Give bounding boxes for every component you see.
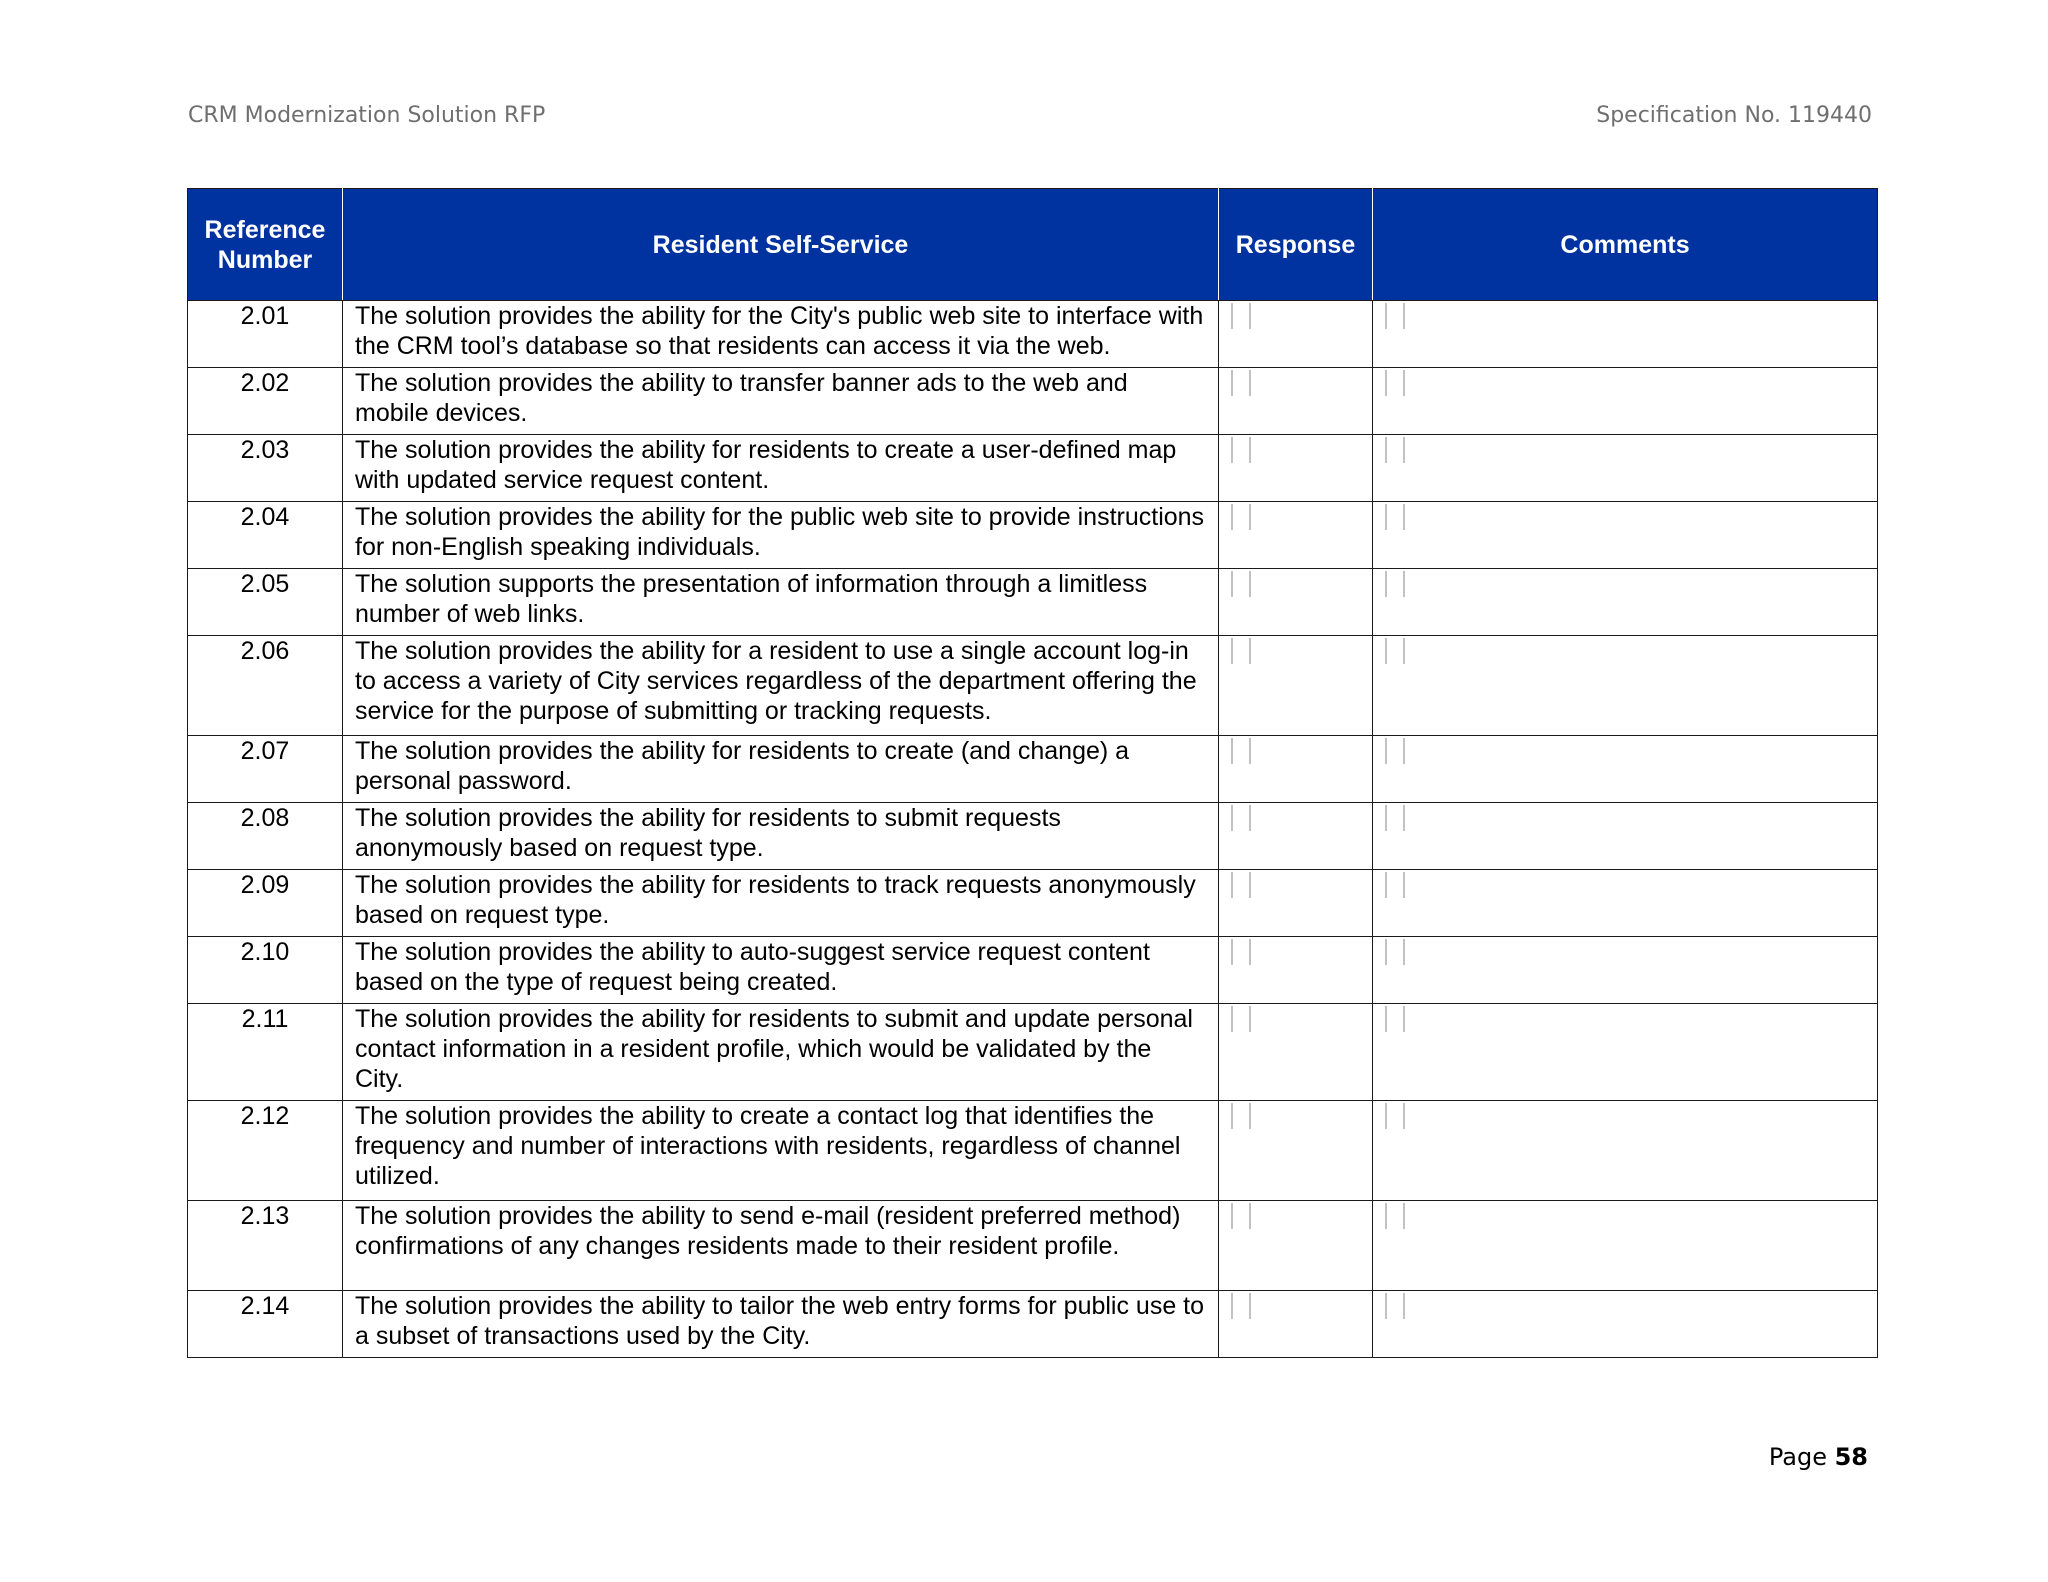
table-row	[188, 1201, 1878, 1291]
row-comments-field[interactable]	[1373, 1004, 1878, 1101]
row-requirement-text: The solution provides the ability for residents to create a user-defined map with updated service request content.	[343, 435, 1219, 502]
row-response-field[interactable]	[1219, 937, 1373, 1004]
row-requirement-text: The solution provides the ability for residents to track requests anonymously based on request type.	[343, 870, 1219, 937]
row-comments-field[interactable]	[1373, 937, 1878, 1004]
column-header-response: Response	[1219, 189, 1373, 301]
row-requirement-text: The solution supports the presentation of information through a limitless number of web links.	[343, 569, 1219, 636]
page-number	[1769, 1443, 1868, 1471]
row-reference-number: 2.10	[188, 937, 343, 1004]
table-header-row	[188, 189, 1878, 301]
page-number-value: 58	[1834, 1443, 1868, 1471]
row-reference-number: 2.02	[188, 368, 343, 435]
row-reference-number: 2.08	[188, 803, 343, 870]
form-field-marker-icon[interactable]	[1385, 504, 1405, 530]
row-response-field[interactable]	[1219, 502, 1373, 569]
row-response-field[interactable]	[1219, 1201, 1373, 1291]
row-reference-number: 2.07	[188, 736, 343, 803]
form-field-marker-icon[interactable]	[1231, 303, 1251, 329]
form-field-marker-icon[interactable]	[1385, 738, 1405, 764]
row-comments-field[interactable]	[1373, 502, 1878, 569]
row-reference-number: 2.14	[188, 1291, 343, 1358]
row-comments-field[interactable]	[1373, 1291, 1878, 1358]
form-field-marker-icon[interactable]	[1231, 805, 1251, 831]
table-row	[188, 803, 1878, 870]
table-row	[188, 569, 1878, 636]
row-requirement-text: The solution provides the ability to tailor the web entry forms for public use to a subset of transactions used by the City.	[343, 1291, 1219, 1358]
row-reference-number: 2.12	[188, 1101, 343, 1201]
row-requirement-text: The solution provides the ability for the public web site to provide instructions for non-English speaking individuals.	[343, 502, 1219, 569]
row-reference-number: 2.09	[188, 870, 343, 937]
form-field-marker-icon[interactable]	[1385, 437, 1405, 463]
row-response-field[interactable]	[1219, 301, 1373, 368]
form-field-marker-icon[interactable]	[1231, 571, 1251, 597]
form-field-marker-icon[interactable]	[1231, 370, 1251, 396]
row-comments-field[interactable]	[1373, 1201, 1878, 1291]
table-row	[188, 736, 1878, 803]
row-reference-number: 2.03	[188, 435, 343, 502]
row-reference-number: 2.05	[188, 569, 343, 636]
row-reference-number: 2.11	[188, 1004, 343, 1101]
table-row	[188, 1004, 1878, 1101]
form-field-marker-icon[interactable]	[1231, 738, 1251, 764]
form-field-marker-icon[interactable]	[1231, 504, 1251, 530]
page-label: Page	[1768, 1443, 1835, 1471]
row-requirement-text: The solution provides the ability to transfer banner ads to the web and mobile devices.	[343, 368, 1219, 435]
table-row	[188, 636, 1878, 736]
table-row	[188, 502, 1878, 569]
form-field-marker-icon[interactable]	[1231, 1006, 1251, 1032]
table-row	[188, 435, 1878, 502]
table-row	[188, 1291, 1878, 1358]
document-spec-number: Specification No. 119440	[1596, 103, 1872, 128]
row-requirement-text: The solution provides the ability for residents to submit and update personal contact information in a resident profile, which would be validated by the City.	[343, 1004, 1219, 1101]
row-comments-field[interactable]	[1373, 301, 1878, 368]
row-reference-number: 2.13	[188, 1201, 343, 1291]
form-field-marker-icon[interactable]	[1231, 872, 1251, 898]
table-row	[188, 870, 1878, 937]
column-header-comments: Comments	[1373, 189, 1878, 301]
form-field-marker-icon[interactable]	[1231, 1203, 1251, 1229]
form-field-marker-icon[interactable]	[1231, 1103, 1251, 1129]
form-field-marker-icon[interactable]	[1385, 370, 1405, 396]
form-field-marker-icon[interactable]	[1385, 1006, 1405, 1032]
row-requirement-text: The solution provides the ability for residents to submit requests anonymously based on request type.	[343, 803, 1219, 870]
row-response-field[interactable]	[1219, 569, 1373, 636]
form-field-marker-icon[interactable]	[1385, 1203, 1405, 1229]
form-field-marker-icon[interactable]	[1385, 571, 1405, 597]
row-comments-field[interactable]	[1373, 368, 1878, 435]
form-field-marker-icon[interactable]	[1231, 1293, 1251, 1319]
column-header-section: Resident Self-Service	[343, 189, 1219, 301]
row-requirement-text: The solution provides the ability to create a contact log that identifies the frequency and number of interactions with residents, regardless of channel utilized.	[343, 1101, 1219, 1201]
row-response-field[interactable]	[1219, 1101, 1373, 1201]
form-field-marker-icon[interactable]	[1385, 1103, 1405, 1129]
row-requirement-text: The solution provides the ability for the City's public web site to interface with the CRM tool’s database so that residents can access it via the web.	[343, 301, 1219, 368]
table-body	[188, 301, 1878, 1358]
form-field-marker-icon[interactable]	[1385, 872, 1405, 898]
table-row	[188, 937, 1878, 1004]
row-requirement-text: The solution provides the ability to auto-suggest service request content based on the type of request being created.	[343, 937, 1219, 1004]
table-row	[188, 368, 1878, 435]
table-row	[188, 1101, 1878, 1201]
row-reference-number: 2.01	[188, 301, 343, 368]
requirements-table	[187, 188, 1878, 1358]
row-response-field[interactable]	[1219, 636, 1373, 736]
row-response-field[interactable]	[1219, 1291, 1373, 1358]
row-comments-field[interactable]	[1373, 870, 1878, 937]
form-field-marker-icon[interactable]	[1385, 638, 1405, 664]
row-reference-number: 2.04	[188, 502, 343, 569]
row-reference-number: 2.06	[188, 636, 343, 736]
row-comments-field[interactable]	[1373, 803, 1878, 870]
row-response-field[interactable]	[1219, 870, 1373, 937]
form-field-marker-icon[interactable]	[1231, 939, 1251, 965]
row-requirement-text: The solution provides the ability for residents to create (and change) a personal password.	[343, 736, 1219, 803]
row-comments-field[interactable]	[1373, 569, 1878, 636]
table-row	[188, 301, 1878, 368]
row-response-field[interactable]	[1219, 803, 1373, 870]
row-response-field[interactable]	[1219, 435, 1373, 502]
row-comments-field[interactable]	[1373, 435, 1878, 502]
document-header-title: CRM Modernization Solution RFP	[188, 103, 546, 128]
row-comments-field[interactable]	[1373, 736, 1878, 803]
form-field-marker-icon[interactable]	[1231, 437, 1251, 463]
form-field-marker-icon[interactable]	[1385, 1293, 1405, 1319]
row-response-field[interactable]	[1219, 736, 1373, 803]
form-field-marker-icon[interactable]	[1231, 638, 1251, 664]
form-field-marker-icon[interactable]	[1385, 805, 1405, 831]
form-field-marker-icon[interactable]	[1385, 303, 1405, 329]
row-requirement-text: The solution provides the ability for a resident to use a single account log-in to access a variety of City services regardless of the department offering the service for the purpose of submitting or tracking requests.	[343, 636, 1219, 736]
row-response-field[interactable]	[1219, 1004, 1373, 1101]
row-comments-field[interactable]	[1373, 1101, 1878, 1201]
row-response-field[interactable]	[1219, 368, 1373, 435]
form-field-marker-icon[interactable]	[1385, 939, 1405, 965]
row-comments-field[interactable]	[1373, 636, 1878, 736]
column-header-reference: Reference Number	[188, 189, 343, 301]
row-requirement-text: The solution provides the ability to send e-mail (resident preferred method) confirmations of any changes residents made to their resident profile.	[343, 1201, 1219, 1291]
